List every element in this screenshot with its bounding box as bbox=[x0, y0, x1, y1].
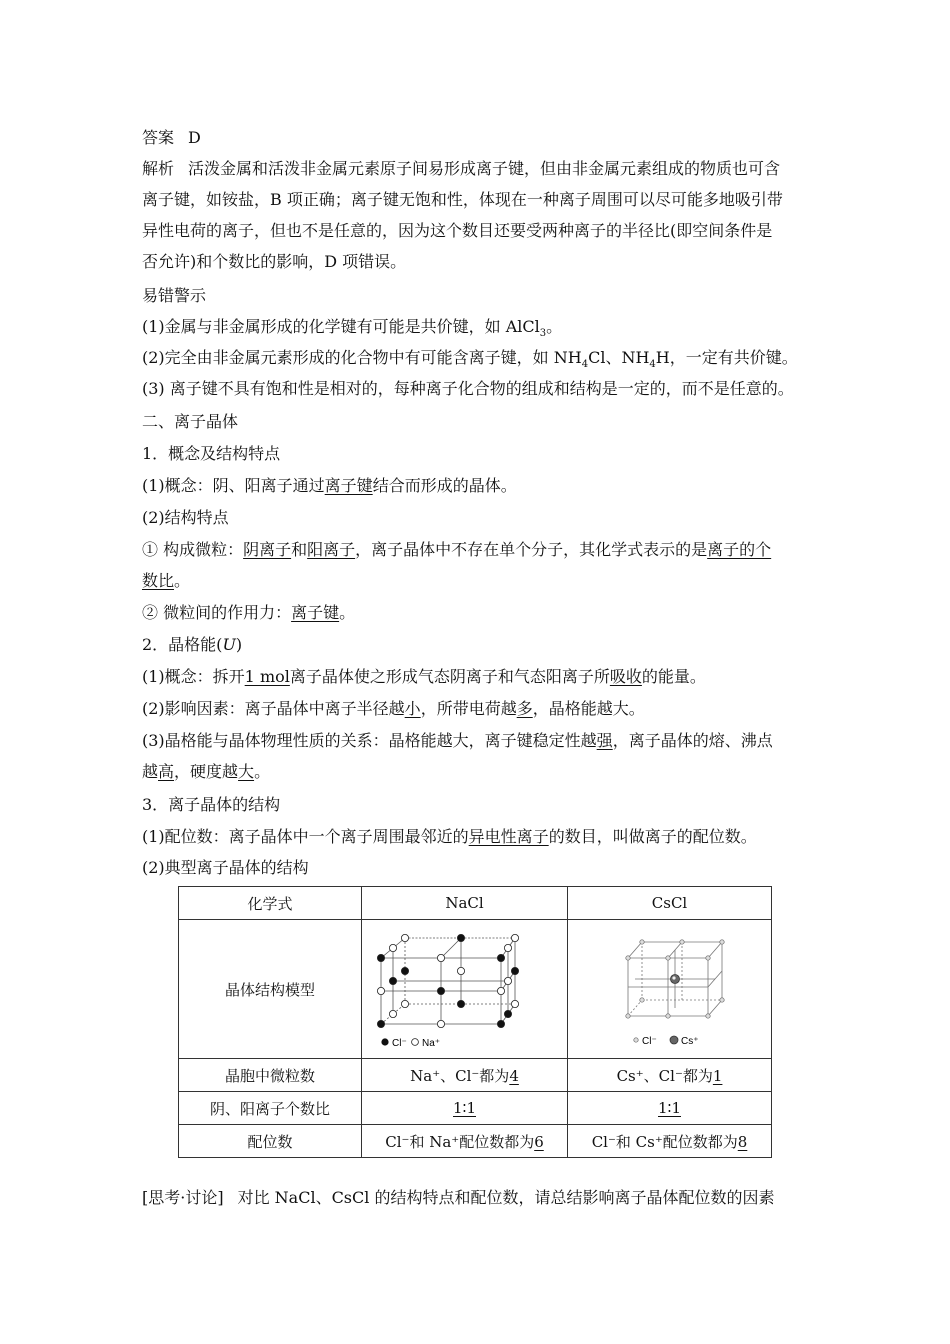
structure-title: (2)结构特点 bbox=[142, 508, 229, 527]
analysis-label: 解析 bbox=[142, 159, 175, 178]
factor-line: (2)影响因素：离子晶体中离子半径越小，所带电荷越多，晶格能越大。 bbox=[142, 699, 645, 718]
table-header-row bbox=[179, 887, 772, 920]
subsection-2-title: 2．晶格能(U) bbox=[142, 635, 243, 654]
blank-answer: 小 bbox=[404, 699, 421, 718]
particles-line-2: 数比。 bbox=[142, 571, 191, 590]
table-cell: Cs⁺、Cl⁻都为1 bbox=[568, 1059, 772, 1092]
analysis-line-1 bbox=[142, 159, 780, 179]
section-title: 二、离子晶体 bbox=[142, 412, 239, 431]
blank-answer: 强 bbox=[596, 731, 613, 750]
table-cell: Cl⁻和 Cs⁺配位数都为8 bbox=[568, 1125, 772, 1158]
row-label: 阴、阳离子个数比 bbox=[179, 1092, 362, 1125]
blank-answer: 多 bbox=[516, 699, 533, 718]
table-header: CsCl bbox=[568, 887, 772, 920]
analysis-text: 活泼金属和活泼非金属元素原子间易形成离子键，但由非金属元素组成的物质也可含 bbox=[188, 159, 781, 178]
table-cell: Cl⁻和 Na⁺配位数都为6 bbox=[362, 1125, 568, 1158]
blank-answer: 阳离子 bbox=[307, 540, 356, 559]
crystal-table bbox=[178, 886, 772, 1158]
answer-line bbox=[142, 128, 201, 148]
discussion-tag: [思考·讨论] bbox=[142, 1188, 224, 1207]
cscl-legend-cl: Cl⁻ bbox=[641, 1036, 657, 1047]
table-cell: Na⁺、Cl⁻都为4 bbox=[362, 1059, 568, 1092]
force-line: ② 微粒间的作用力：离子键。 bbox=[142, 603, 356, 622]
table-row bbox=[179, 1125, 772, 1158]
cscl-model-cell bbox=[568, 920, 772, 1059]
table-header: NaCl bbox=[362, 887, 568, 920]
na-legend-marker bbox=[411, 1039, 418, 1046]
row-label: 晶体结构模型 bbox=[179, 920, 362, 1059]
table-row bbox=[179, 920, 772, 1059]
blank-answer: 阴离子 bbox=[243, 540, 292, 559]
blank-answer: 离子的个 bbox=[707, 540, 772, 559]
blank-answer: 吸收 bbox=[609, 667, 642, 686]
blank-answer: 大 bbox=[238, 762, 255, 781]
row-label: 配位数 bbox=[179, 1125, 362, 1158]
cscl-legend-cs: Cs⁺ bbox=[680, 1036, 698, 1047]
warning-title: 易错警示 bbox=[142, 286, 207, 305]
table-header: 化学式 bbox=[179, 887, 362, 920]
blank-answer: 数比 bbox=[142, 571, 175, 590]
discussion-line bbox=[142, 1188, 774, 1208]
analysis-line-3: 异性电荷的离子，但也不是任意的，因为这个数目还要受两种离子的半径比(即空间条件是 bbox=[142, 221, 773, 240]
lattice-concept-line: (1)概念：拆开1 mol离子晶体使之形成气态阴离子和气态阳离子所吸收的能量。 bbox=[142, 667, 706, 686]
nacl-lattice-diagram bbox=[365, 920, 565, 1054]
discussion-text: 对比 NaCl、CsCl 的结构特点和配位数，请总结影响离子晶体配位数的因素 bbox=[237, 1188, 775, 1207]
blank-answer: 1 mol bbox=[244, 667, 290, 686]
table-cell: 1∶1 bbox=[362, 1092, 568, 1125]
table-row bbox=[179, 1092, 772, 1125]
typical-title: (2)典型离子晶体的结构 bbox=[142, 858, 309, 877]
cl-legend-marker bbox=[381, 1038, 388, 1045]
row-label: 晶胞中微粒数 bbox=[179, 1059, 362, 1092]
blank-answer: 离子键 bbox=[291, 603, 340, 622]
analysis-line-2: 离子键，如铵盐，B 项正确；离子键无饱和性，体现在一种离子周围可以尽可能多地吸引带 bbox=[142, 190, 783, 209]
blank-answer: 异电性离子 bbox=[468, 827, 549, 846]
nacl-model-cell bbox=[362, 920, 568, 1059]
coordination-line: (1)配位数：离子晶体中一个离子周围最邻近的异电性离子的数目，叫做离子的配位数。 bbox=[142, 827, 757, 846]
subsection-3-title: 3．离子晶体的结构 bbox=[142, 795, 281, 814]
relation-line-2: 越高，硬度越大。 bbox=[142, 762, 271, 781]
blank-answer: 离子键 bbox=[324, 476, 373, 495]
warning-item-3: (3) 离子键不具有饱和性是相对的，每种离子化合物的组成和结构是一定的，而不是任意的。 bbox=[142, 379, 794, 398]
answer-value: D bbox=[188, 128, 201, 147]
subsection-1-title: 1．概念及结构特点 bbox=[142, 444, 281, 463]
concept-line: (1)概念：阴、阳离子通过离子键结合而形成的晶体。 bbox=[142, 476, 517, 495]
particles-line: ① 构成微粒：阴离子和阳离子，离子晶体中不存在单个分子，其化学式表示的是离子的个 bbox=[142, 540, 772, 559]
nacl-legend-na: Na⁺ bbox=[421, 1038, 440, 1049]
warning-item-2: (2)完全由非金属元素形成的化合物中有可能含离子键，如 $NH_4Cl$、$NH_4H$，一定有共价键。 bbox=[142, 348, 798, 371]
nacl-legend-cl: Cl⁻ bbox=[391, 1038, 407, 1049]
table-row bbox=[179, 1059, 772, 1092]
cscl-lattice-diagram bbox=[570, 920, 770, 1054]
blank-answer: 高 bbox=[158, 762, 175, 781]
warning-item-1: (1)金属与非金属形成的化学键有可能是共价键，如 AlCl$_3$。 bbox=[142, 317, 563, 340]
cs-legend-marker bbox=[670, 1036, 678, 1044]
table-cell: 1∶1 bbox=[568, 1092, 772, 1125]
analysis-line-4: 否允许)和个数比的影响，D 项错误。 bbox=[142, 252, 407, 271]
answer-label: 答案 bbox=[142, 128, 175, 147]
cl-legend-marker bbox=[633, 1038, 637, 1042]
relation-line: (3)晶格能与晶体物理性质的关系：晶格能越大，离子键稳定性越强，离子晶体的熔、沸点 bbox=[142, 731, 773, 750]
